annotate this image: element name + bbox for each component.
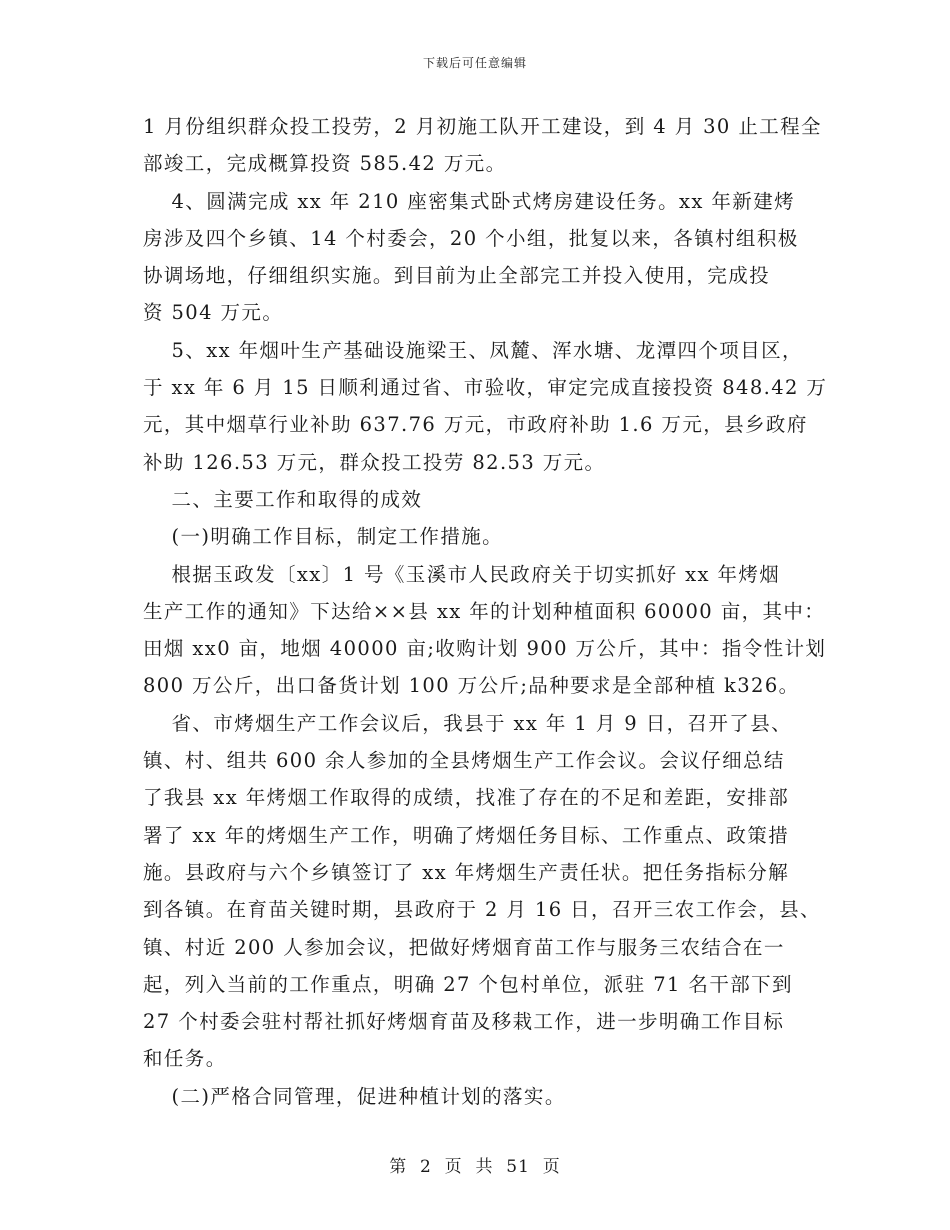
text-line: 镇、村近 200 人参加会议，把做好烤烟育苗工作与服务三农结合在一 [143,935,785,959]
text-line: 起，列入当前的工作重点，明确 27 个包村单位，派驻 71 名干部下到 [143,972,793,996]
text-line: 生产工作的通知》下达给××县 xx 年的计划种植面积 60000 亩，其中： [143,599,826,623]
text-line: 5、xx 年烟叶生产基础设施梁王、凤麓、浑水塘、龙潭四个项目区， [143,338,803,362]
subsection-heading: (一)明确工作目标，制定工作措施。 [143,525,504,549]
page-number-footer [0,1152,950,1177]
text-line: 施。县政府与六个乡镇签订了 xx 年烤烟生产责任状。把任务指标分解 [143,860,790,884]
page-number-text: 第 2 页 共 51 页 [389,1157,561,1177]
text-line: 镇、村、组共 600 余人参加的全县烤烟生产工作会议。会议仔细总结 [143,749,785,773]
text-line: 补助 126.53 万元，群众投工投劳 82.53 万元。 [143,450,606,474]
text-line: 800 万公斤，出口备货计划 100 万公斤;品种要求是全部种植 k326。 [143,674,800,698]
text-line: 于 xx 年 6 月 15 日顺利通过省、市验收，审定完成直接投资 848.42 万 [143,376,828,400]
text-line: 根据玉政发〔xx〕1 号《玉溪市人民政府关于切实抓好 xx 年烤烟 [143,562,781,586]
text-line: 部竣工，完成概算投资 585.42 万元。 [143,152,507,176]
text-line: 资 504 万元。 [143,301,284,325]
text-line: 省、市烤烟生产工作会议后，我县于 xx 年 1 月 9 日，召开了县、 [143,711,792,735]
text-line: 到各镇。在育苗关键时期，县政府于 2 月 16 日，召开三农工作会，县、 [143,898,821,922]
text-line: 协调场地，仔细组织实施。到目前为止全部完工并投入使用，完成投 [143,264,771,288]
section-heading: 二、主要工作和取得的成效 [143,487,423,511]
document-body [143,108,828,1115]
text-line: 了我县 xx 年烤烟工作取得的成绩，找准了存在的不足和差距，安排部 [143,786,790,810]
text-line: 1 月份组织群众投工投劳，2 月初施工队开工建设，到 4 月 30 止工程全 [143,115,822,138]
text-line: 和任务。 [143,1047,227,1071]
text-line: 元，其中烟草行业补助 637.76 万元，市政府补助 1.6 万元，县乡政府 [143,413,808,437]
subsection-heading: (二)严格合同管理，促进种植计划的落实。 [143,1084,566,1108]
page-header: 下载后可任意编辑 [422,56,527,70]
text-line: 房涉及四个乡镇、14 个村委会，20 个小组，批复以来，各镇村组积极 [143,226,799,250]
text-line: 4、圆满完成 xx 年 210 座密集式卧式烤房建设任务。xx 年新建烤 [143,189,796,213]
text-line: 署了 xx 年的烤烟生产工作，明确了烤烟任务目标、工作重点、政策措 [143,823,790,847]
text-line: 田烟 xx0 亩，地烟 40000 亩;收购计划 900 万公斤，其中：指令性计划 [143,637,827,661]
text-line: 27 个村委会驻村帮社抓好烤烟育苗及移栽工作，进一步明确工作目标 [143,1010,785,1034]
